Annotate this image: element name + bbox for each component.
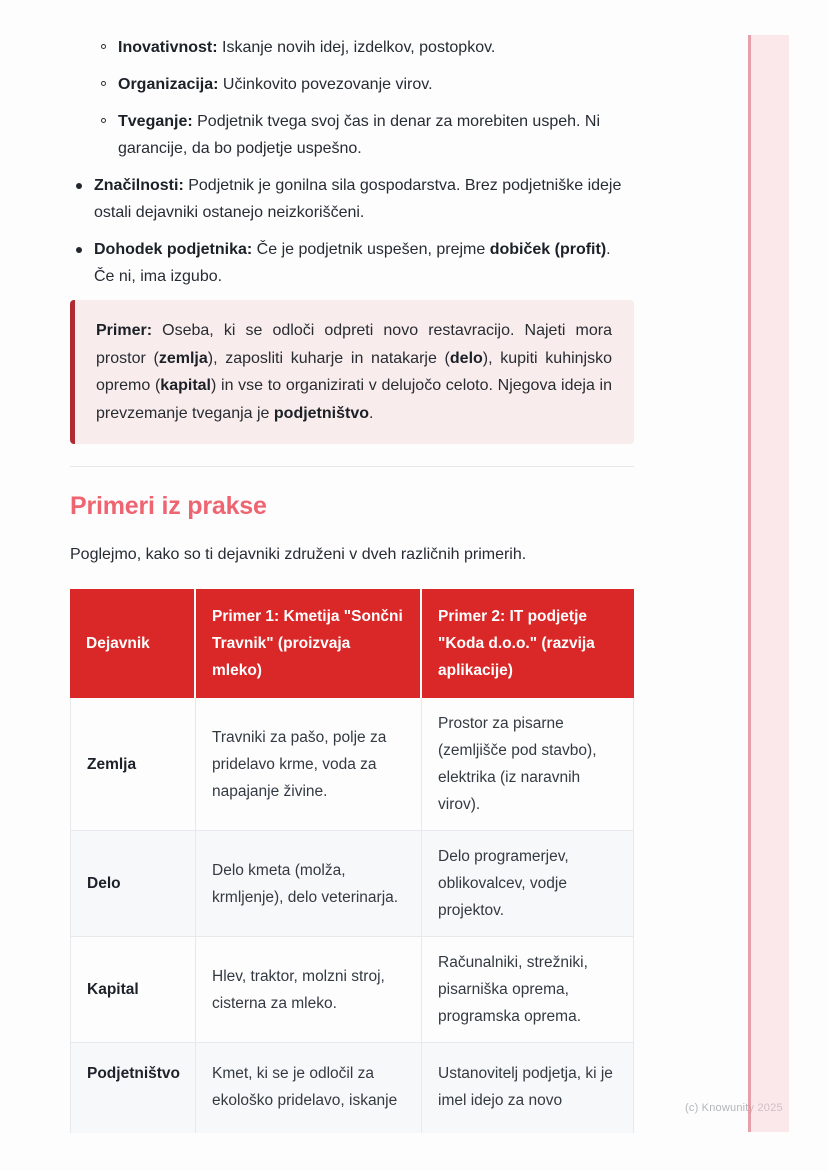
table-row — [70, 831, 634, 937]
table-header-primer2: Primer 2: IT podjetje "Koda d.o.o." (razvija aplikacije) — [422, 589, 634, 698]
row-label: Zemlja — [70, 698, 196, 831]
list-item-lead: Dohodek podjetnika: — [94, 241, 253, 258]
example-callout-text — [96, 317, 612, 427]
list-item — [70, 108, 634, 162]
table-header-dejavnik: Dejavnik — [70, 589, 196, 698]
list-item — [70, 172, 634, 226]
list-item — [70, 34, 634, 61]
row-primer2-cell: Računalniki, strežniki, pisarniška oprema, programska oprema. — [422, 937, 634, 1043]
section-divider — [70, 466, 634, 467]
disc-bullet-icon — [76, 247, 82, 253]
row-primer1-cell: Kmet, ki se je odločil za ekološko pridelavo, iskanje — [196, 1043, 422, 1133]
copyright-watermark: (c) Knowunity 2025 — [685, 1102, 783, 1114]
row-label: Podjetništvo — [70, 1043, 196, 1133]
table-header-primer1: Primer 1: Kmetija "Sončni Travnik" (proizvaja mleko) — [196, 589, 422, 698]
section-heading: Primeri iz prakse — [70, 492, 267, 520]
callout-segment: podjetništvo — [273, 404, 369, 422]
sub-bullet-list — [70, 34, 634, 162]
section-intro-text: Poglejmo, kako so ti dejavniki združeni v dveh različnih primerih. — [70, 546, 527, 563]
list-item-text — [118, 39, 495, 56]
row-label: Kapital — [70, 937, 196, 1043]
callout-segment: zemlja — [158, 349, 208, 367]
list-item-text — [94, 177, 621, 221]
row-label: Delo — [70, 831, 196, 937]
list-item-lead: Inovativnost: — [118, 39, 218, 56]
list-item-mid: Če je podjetnik uspešen, prejme — [252, 241, 490, 258]
list-item-bold: dobiček (profit) — [489, 241, 607, 258]
callout-segment: delo — [449, 349, 483, 367]
list-item-rest: Učinkovito povezovanje virov. — [218, 76, 433, 93]
callout-segment: . — [369, 404, 374, 422]
example-callout-box — [70, 300, 634, 444]
page-edge-highlight-band — [748, 35, 789, 1132]
row-primer2-cell: Ustanovitelj podjetja, ki je imel idejo za novo — [422, 1043, 634, 1133]
circle-bullet-icon — [101, 81, 106, 86]
table-row — [70, 698, 634, 831]
circle-bullet-icon — [101, 44, 106, 49]
list-item-end: . Če ni, ima izgubo. — [94, 241, 611, 285]
row-primer1-cell: Travniki za pašo, polje za pridelavo krme, voda za napajanje živine. — [196, 698, 422, 831]
row-primer2-cell: Prostor za pisarne (zemljišče pod stavbo), elektrika (iz naravnih virov). — [422, 698, 634, 831]
list-item-rest: Podjetnik tvega svoj čas in denar za morebiten uspeh. Ni garancije, da bo podjetje uspešno. — [118, 113, 601, 157]
callout-segment: ), zaposliti kuharje in natakarje ( — [207, 349, 450, 367]
main-bullet-list — [70, 172, 634, 290]
list-item — [70, 71, 634, 98]
circle-bullet-icon — [101, 118, 106, 123]
table-row — [70, 1043, 634, 1133]
list-item-lead: Značilnosti: — [94, 177, 184, 194]
disc-bullet-icon — [76, 183, 82, 189]
list-item-text — [118, 76, 433, 93]
list-item-rest: Podjetnik je gonilna sila gospodarstva. Brez podjetniške ideje ostali dejavniki ostanejo neizkoriščeni. — [94, 177, 622, 221]
table-row — [70, 937, 634, 1043]
row-primer1-cell: Hlev, traktor, molzni stroj, cisterna za mleko. — [196, 937, 422, 1043]
list-item-text — [94, 241, 611, 285]
table-header-row — [70, 589, 634, 698]
list-item-text — [118, 113, 600, 157]
callout-segment: ), kupiti kuhinjsko opremo ( — [96, 349, 612, 394]
list-item-rest: Iskanje novih idej, izdelkov, postopkov. — [217, 39, 496, 56]
list-item-lead: Organizacija: — [118, 76, 219, 93]
list-item-lead: Tveganje: — [118, 113, 193, 130]
callout-segment: kapital — [160, 377, 211, 394]
document-content — [70, 0, 634, 1133]
callout-segment: Oseba, ki se odloči odpreti novo restavracijo. Najeti mora prostor ( — [96, 322, 612, 367]
list-item — [70, 236, 634, 290]
row-primer1-cell: Delo kmeta (molža, krmljenje), delo veterinarja. — [196, 831, 422, 937]
callout-segment: Primer: — [96, 322, 153, 339]
callout-segment: ) in vse to organizirati v delujočo celoto. Njegova ideja in prevzemanje tveganja je — [96, 377, 613, 422]
row-primer2-cell: Delo programerjev, oblikovalcev, vodje projektov. — [422, 831, 634, 937]
factors-comparison-table — [70, 589, 634, 1133]
